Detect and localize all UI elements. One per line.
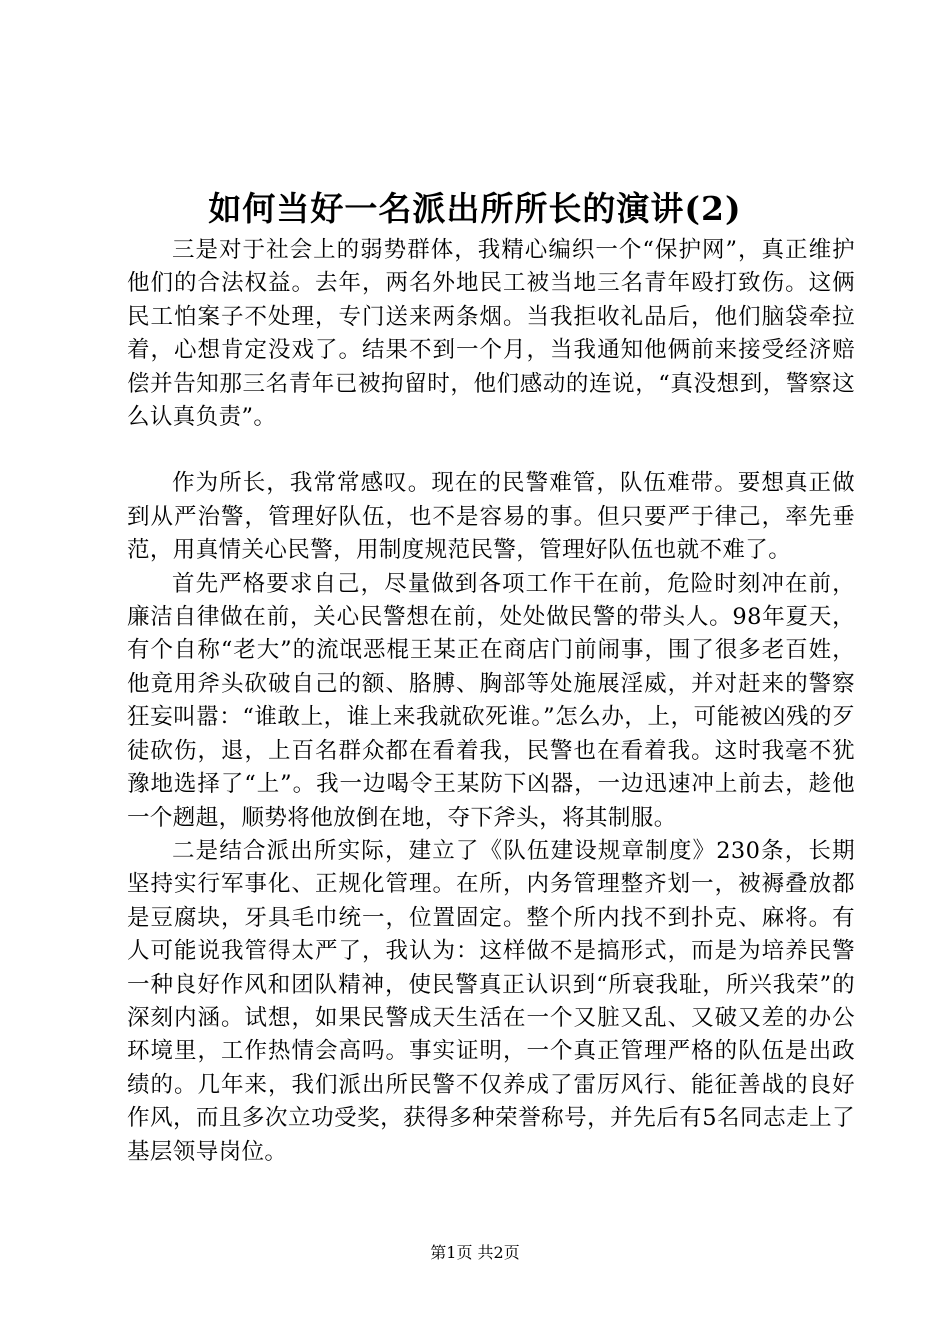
- paragraph-4: 二是结合派出所实际，建立了《队伍建设规章制度》230条，长期坚持实行军事化、正规化管理。在所，内务管理整齐划一，被褥叠放都是豆腐块，牙具毛巾统一，位置固定。整个所内找不到扑克、麻将。有人可能说我管得太严了，我认为：这样做不是搞形式，而是为培养民警一种良好作风和团队精神，使民警真正认识到“所衰我耻，所兴我荣”的深刻内涵。试想，如果民警成天生活在一个又脏又乱、又破又差的办公环境里，工作热情会高吗。事实证明，一个真正管理严格的队伍是出政绩的。几年来，我们派出所民警不仅养成了雷厉风行、能征善战的良好作风，而且多次立功受奖，获得多种荣誉称号，并先后有5名同志走上了基层领导岗位。: [127, 837, 855, 1165]
- paragraph-2: 作为所长，我常常感叹。现在的民警难管，队伍难带。要想真正做到从严治警，管理好队伍，也不是容易的事。但只要严于律己，率先垂范，用真情关心民警，用制度规范民警，管理好队伍也就不难了。: [127, 470, 855, 564]
- page-number-footer: 第1页 共2页: [430, 1243, 520, 1262]
- document-body: [127, 234, 855, 1169]
- document-title: 如何当好一名派出所所长的演讲(2): [208, 189, 742, 228]
- paragraph-1: 三是对于社会上的弱势群体，我精心编织一个“保护网”，真正维护他们的合法权益。去年，两名外地民工被当地三名青年殴打致伤。这俩民工怕案子不处理，专门送来两条烟。当我拒收礼品后，他们脑袋牵拉着，心想肯定没戏了。结果不到一个月，当我通知他俩前来接受经济赔偿并告知那三名青年已被拘留时，他们感动的连说，“真没想到，警察这么认真负责”。: [127, 237, 855, 431]
- paragraph-3: 首先严格要求自己，尽量做到各项工作干在前，危险时刻冲在前，廉洁自律做在前，关心民警想在前，处处做民警的带头人。98年夏天，有个自称“老大”的流氓恶棍王某正在商店门前闹事，围了很多老百姓，他竟用斧头砍破自己的额、胳膊、胸部等处施展淫威，并对赶来的警察狂妄叫嚣：“谁敢上，谁上来我就砍死谁。”怎么办，上，可能被凶残的歹徒砍伤，退，上百名群众都在看着我，民警也在看着我。这时我毫不犹豫地选择了“上”。我一边喝令王某防下凶器，一边迅速冲上前去，趁他一个趔趄，顺势将他放倒在地，夺下斧头，将其制服。: [127, 570, 855, 831]
